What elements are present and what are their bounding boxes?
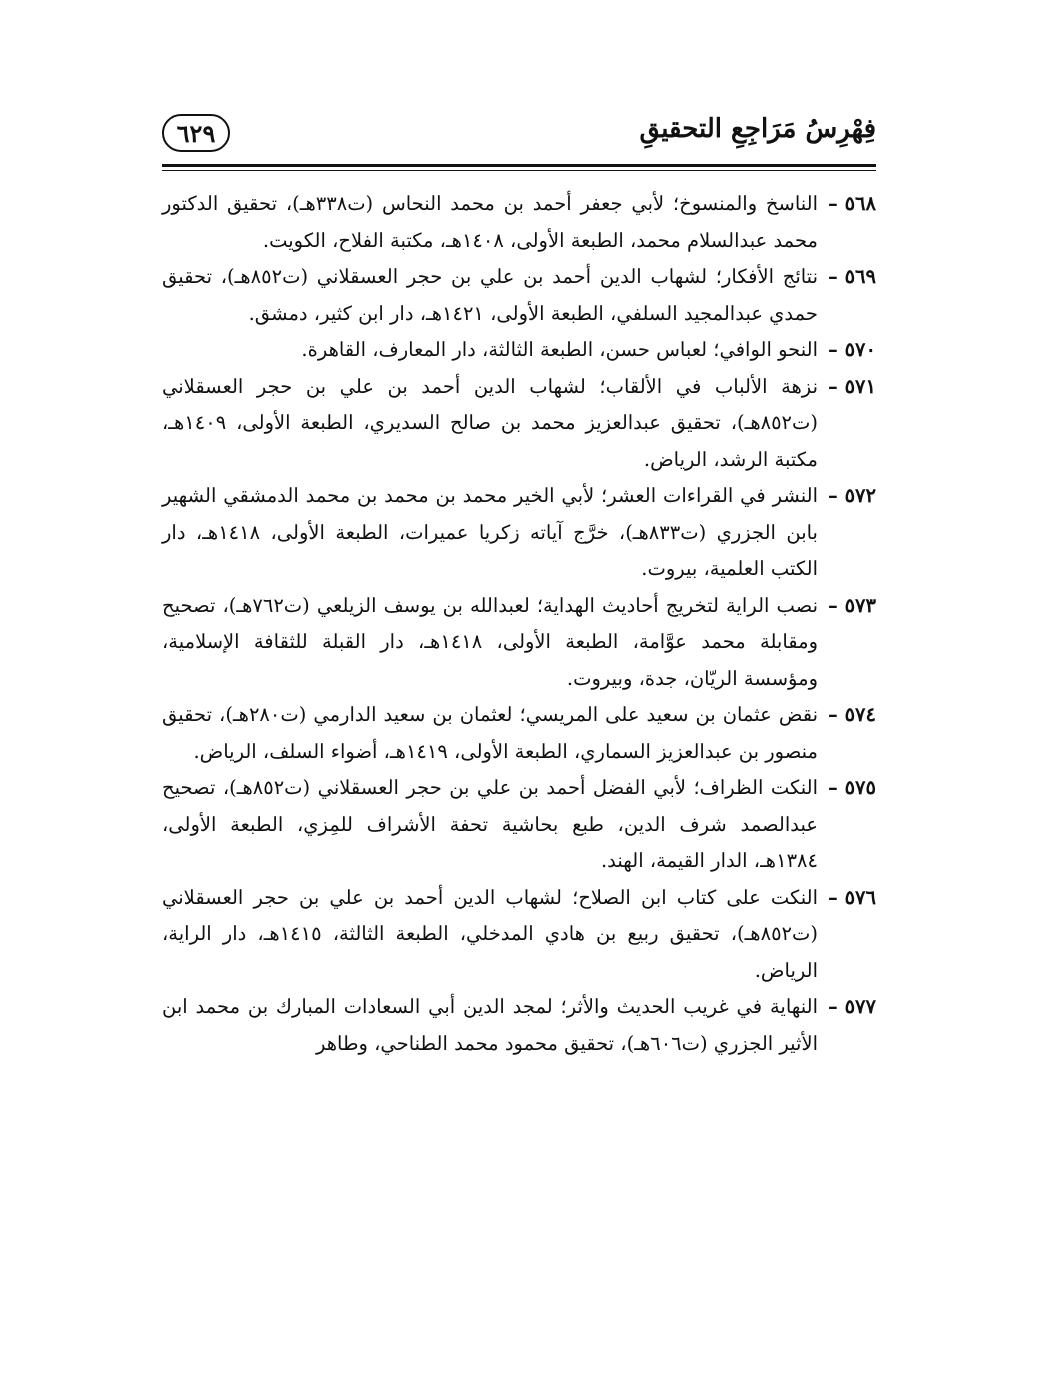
reference-entry <box>162 880 876 990</box>
reference-entry <box>162 332 876 369</box>
entry-number: ٥٧٤ – <box>828 703 876 726</box>
entry-text: الناسخ والمنسوخ؛ لأبي جعفر أحمد بن محمد النحاس (ت٣٣٨هـ)، تحقيق الدكتور محمد عبدالسلام محمد، الطبعة الأولى، ١٤٠٨هـ، مكتبة الفلاح، الكويت. <box>162 192 819 252</box>
entry-number: ٥٧٧ – <box>828 995 876 1018</box>
entry-text: نزهة الألباب في الألقاب؛ لشهاب الدين أحمد بن علي بن حجر العسقلاني (ت٨٥٢هـ)، تحقيق عبدالعزيز محمد بن صالح السديري، الطبعة الأولى، ١٤٠٩هـ، مكتبة الرشد، الرياض. <box>162 374 818 471</box>
entry-text: النكت على كتاب ابن الصلاح؛ لشهاب الدين أحمد بن علي بن حجر العسقلاني (ت٨٥٢هـ)، تحقيق ربيع بن هادي المدخلي، الطبعة الثالثة، ١٤١٥هـ، دار الراية، الرياض. <box>162 885 818 982</box>
entry-text: النكت الظراف؛ لأبي الفضل أحمد بن علي بن حجر العسقلاني (ت٨٥٢هـ)، تصحيح عبدالصمد شرف الدين، طبع بحاشية تحفة الأشراف للمِزي، الطبعة الأولى، ١٣٨٤هـ، الدار القيمة، الهند. <box>162 776 818 872</box>
references-list <box>162 186 876 1062</box>
entry-number: ٥٧٣ – <box>828 593 876 617</box>
header-divider <box>162 164 876 171</box>
entry-text: النشر في القراءات العشر؛ لأبي الخير محمد بن محمد بن محمد الدمشقي الشهير بابن الجزري (ت٨٣٣هـ)، خرَّج آياته زكريا عميرات، الطبعة الأولى، ١٤١٨هـ، دار الكتب العلمية، بيروت. <box>162 484 818 580</box>
entry-text: نصب الراية لتخريج أحاديث الهداية؛ لعبدالله بن يوسف الزيلعي (ت٧٦٢هـ)، تصحيح ومقابلة محمد عوَّامة، الطبعة الأولى، ١٤١٨هـ، دار القبلة للثقافة الإسلامية، ومؤسسة الريّان، جدة، وبيروت. <box>162 593 819 690</box>
page-number: ٦٢٩ <box>162 114 230 152</box>
entry-text: النهاية في غريب الحديث والأثر؛ لمجد الدين أبي السعادات المبارك بن محمد ابن الأثير الجزري (ت٦٠٦هـ)، تحقيق محمود محمد الطناحي، وطاهر <box>162 995 818 1055</box>
entry-text: نقض عثمان بن سعيد على المريسي؛ لعثمان بن سعيد الدارمي (ت٢٨٠هـ)، تحقيق منصور بن عبدالعزيز السماري، الطبعة الأولى، ١٤١٩هـ، أضواء السلف، الرياض. <box>162 703 818 763</box>
reference-entry <box>162 989 876 1062</box>
reference-entry <box>162 259 876 332</box>
entry-number: ٥٧٢ – <box>828 484 876 507</box>
entry-number: ٥٧١ – <box>828 374 876 398</box>
reference-entry <box>162 478 876 588</box>
reference-entry <box>162 186 876 259</box>
entry-number: ٥٧٥ – <box>828 776 876 799</box>
reference-entry <box>162 770 876 880</box>
entry-number: ٥٧٠ – <box>828 338 876 361</box>
entry-number: ٥٧٦ – <box>828 885 876 909</box>
page-header <box>162 112 876 156</box>
reference-entry <box>162 588 876 698</box>
entry-number: ٥٦٨ – <box>828 192 876 215</box>
entry-text: نتائج الأفكار؛ لشهاب الدين أحمد بن علي بن حجر العسقلاني (ت٨٥٢هـ)، تحقيق حمدي عبدالمجيد السلفي، الطبعة الأولى، ١٤٢١هـ، دار ابن كثير، دمشق. <box>162 265 818 325</box>
reference-entry <box>162 697 876 770</box>
reference-entry <box>162 369 876 479</box>
entry-number: ٥٦٩ – <box>828 265 876 288</box>
page-title: فِهْرِسُ مَرَاجِعِ التحقيقِ <box>639 114 876 144</box>
entry-text: النحو الوافي؛ لعباس حسن، الطبعة الثالثة، دار المعارف، القاهرة. <box>301 338 818 361</box>
